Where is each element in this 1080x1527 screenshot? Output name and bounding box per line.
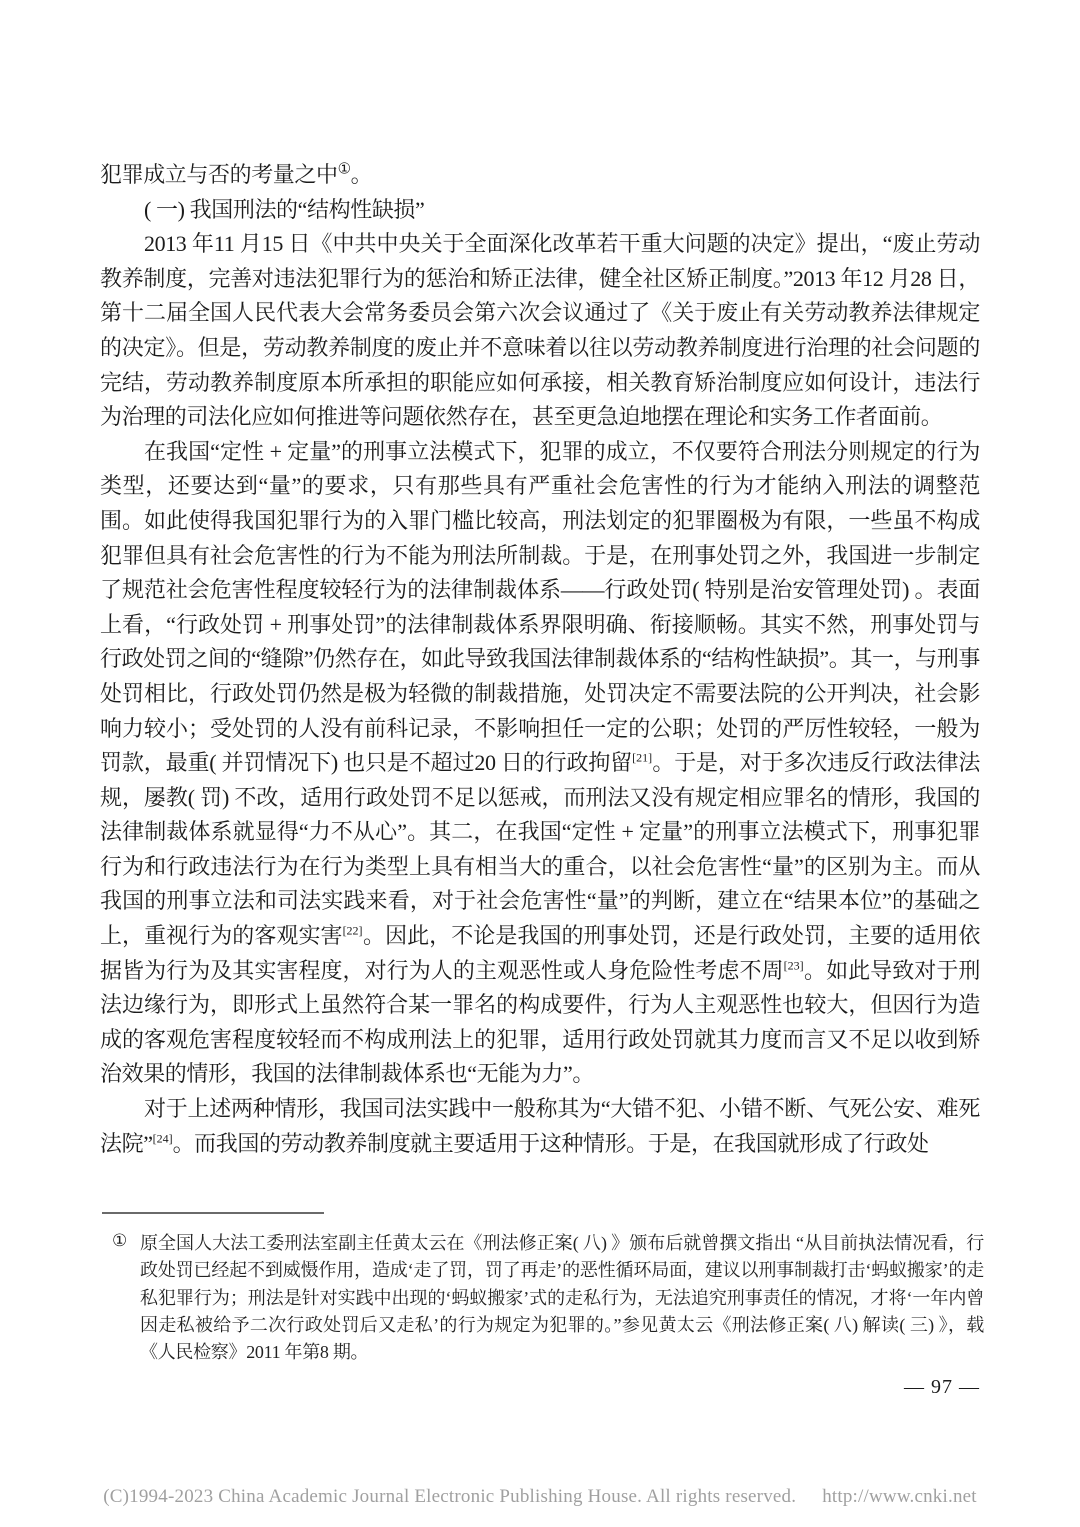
article-body [100,158,980,1161]
footnote-separator [102,1212,324,1214]
continuation-paragraph: 犯罪成立与否的考量之中①。 [100,161,373,187]
copyright-text: (C)1994-2023 China Academic Journal Electronic Publishing House. All rights reserved. [103,1486,797,1507]
reference-superscript: [24] [152,1131,173,1146]
page-number: — 97 — [904,1376,980,1398]
body-paragraph: 对于上述两种情形，我国司法实践中一般称其为“大错不犯、小错不断、气死公安、难死法院”[24]。而我国的劳动教养制度就主要适用于这种情形。于是，在我国就形成了行政处 [100,1096,980,1156]
reference-superscript: [21] [632,750,653,765]
reference-superscript: [23] [783,958,804,973]
footnote-text: 原全国人大法工委刑法室副主任黄太云在《刑法修正案( 八) 》颁布后就曾撰文指出 “从目前执法情况看，行政处罚已经起不到威慑作用，造成‘走了罚，罚了再走’的恶性循环局面，建议以刑事制裁打击‘蚂蚁搬家’的走私犯罪行为；刑法是针对实践中出现的‘蚂蚁搬家’式的走私行为，无法追究刑事责任的情况，才将‘一年内曾因走私被给予二次行政处罚后又走私’的行为规定为犯罪的。”参见黄太云《刑法修正案( 八) 解读( 三) 》，载《人民检察》2011 年第8 期。 [140,1233,984,1363]
body-paragraph: 在我国“定性 + 定量”的刑事立法模式下，犯罪的成立，不仅要符合刑法分则规定的行为类型，还要达到“量”的要求，只有那些具有严重社会危害性的行为才能纳入刑法的调整范围。如此使得我国犯罪行为的入罪门槛比较高，刑法划定的犯罪圈极为有限，一些虽不构成犯罪但具有社会危害性的行为不能为刑法所制裁。于是，在刑事处罚之外，我国进一步制定了规范社会危害性程度较轻行为的法律制裁体系——行政处罚( 特别是治安管理处罚) 。表面上看，“行政处罚 + 刑事处罚”的法律制裁体系界限明确、衔接顺畅。其实不然，刑事处罚与行政处罚之间的“缝隙”仍然存在，如此导致我国法律制裁体系的“结构性缺损”。其一，与刑事处罚相比，行政处罚仍然是极为轻微的制裁措施，处罚决定不需要法院的公开判决，社会影响力较小；受处罚的人没有前科记录，不影响担任一定的公职；处罚的严厉性较轻，一般为罚款，最重( 并罚情况下) 也只是不超过20 日的行政拘留[21]。于是，对于多次违反行政法律法规，屡教( 罚) 不改，适用行政处罚不足以惩戒，而刑法又没有规定相应罪名的情形，我国的法律制裁体系就显得“力不从心”。其二，在我国“定性 + 定量”的刑事立法模式下，刑事犯罪行为和行政违法行为在行为类型上具有相当大的重合，以社会危害性“量”的区别为主。而从我国的刑事立法和司法实践来看，对于社会危害性“量”的判断，建立在“结果本位”的基础之上，重视行为的客观实害[22]。因此，不论是我国的刑事处罚，还是行政处罚，主要的适用依据皆为行为及其实害程度，对行为人的主观恶性或人身危险性考虑不周[23]。如此导致对于刑法边缘行为，即形式上虽然符合某一罪名的构成要件，行为人主观恶性也较大，但因行为造成的客观危害程度较轻而不构成刑法上的犯罪，适用行政处罚就其力度而言又不足以收到矫治效果的情形，我国的法律制裁体系也“无能为力”。 [100,438,980,1087]
footnote-marker: ① [112,1231,128,1250]
copyright-footer [0,1486,1080,1508]
body-paragraph: 2013 年11 月15 日《中共中央关于全面深化改革若干重大问题的决定》提出，“废止劳动教养制度，完善对违法犯罪行为的惩治和矫正法律，健全社区矫正制度。”2013 年12 月28 日，第十二届全国人民代表大会常务委员会第六次会议通过了《关于废止有关劳动教养法律规定的决定》。但是，劳动教养制度的废止并不意味着以往以劳动教养制度进行治理的社会问题的完结，劳动教养制度原本所承担的职能应如何承接，相关教育矫治制度应如何设计，违法行为治理的司法化应如何推进等问题依然存在，甚至更急迫地摆在理论和实务工作者面前。 [100,231,980,430]
footnote-reference-mark: ① [337,161,351,178]
footnote-block [100,1230,984,1366]
reference-superscript: [22] [342,923,363,938]
section-heading: ( 一) 我国刑法的“结构性缺损” [144,196,425,222]
cnki-url: http://www.cnki.net [822,1486,977,1507]
